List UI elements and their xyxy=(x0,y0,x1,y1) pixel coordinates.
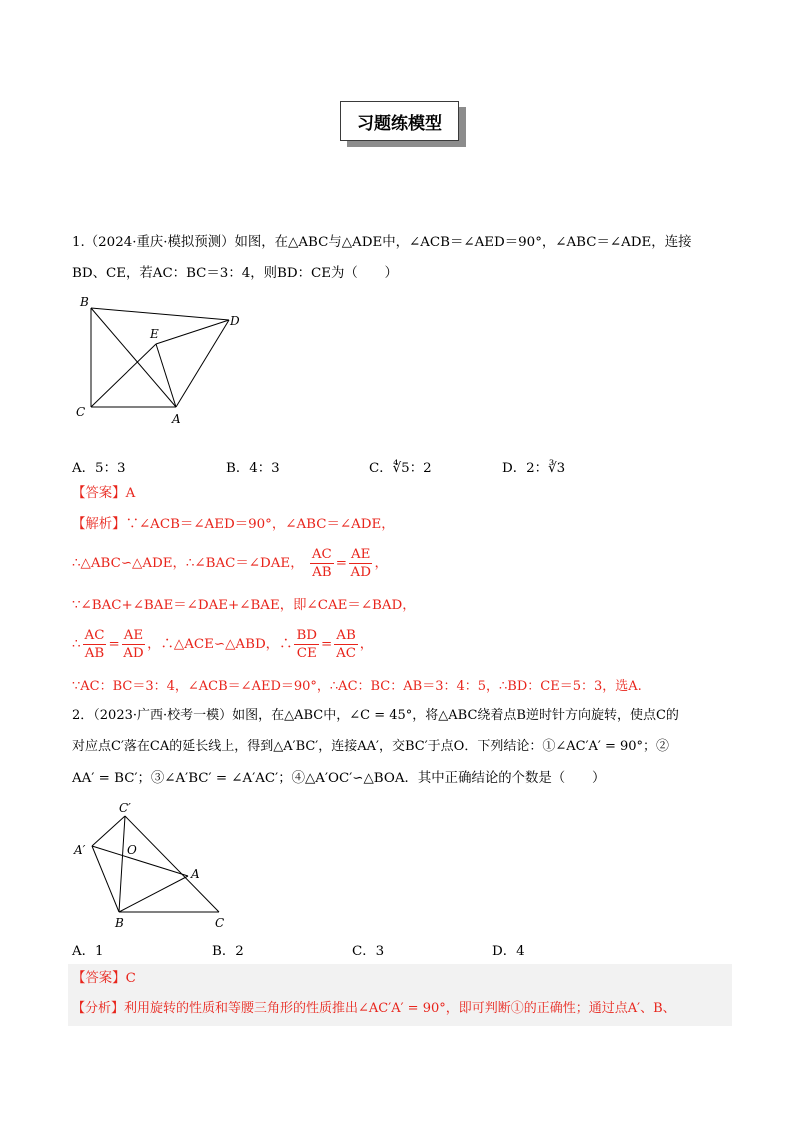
q2-label-o: O xyxy=(127,843,137,857)
q1-fraction-ab-ac xyxy=(334,627,358,662)
q2-seg-aprime-a xyxy=(92,846,188,876)
q1-fraction-ac-ab-2 xyxy=(83,627,107,662)
q1-analysis-tag: 【解析】 xyxy=(72,517,126,532)
q2-analysis-line1 xyxy=(72,1000,676,1018)
q2-analysis-text1: 利用旋转的性质和等腰三角形的性质推出∠AC′A′ = 90°，即可判断①的正确性；通过点A′、B、 xyxy=(124,1001,676,1016)
frac-num: AB xyxy=(336,628,356,643)
q1-analysis-line2 xyxy=(72,546,388,581)
q2-stem-line2: 对应点C′落在CA的延长线上，得到△A′BC′，连接AA′，交BC′于点O．下列结论：①∠AC′A′ = 90°；② xyxy=(72,739,670,754)
q1-fraction-bd-ce xyxy=(294,627,319,662)
q2-label-aprime: A′ xyxy=(74,843,86,857)
q2-label-cprime: C′ xyxy=(119,801,131,815)
q2-answer-value: C xyxy=(125,971,136,986)
q1-seg-ea xyxy=(156,344,176,407)
q2-seg-cprime-b xyxy=(119,816,125,912)
q1-answer-value: A xyxy=(125,486,136,501)
frac-den: CE xyxy=(296,646,317,661)
q1-label-b: B xyxy=(80,295,89,309)
q1-analysis-line4 xyxy=(72,627,373,662)
page-title xyxy=(340,101,459,141)
punct: ， xyxy=(359,637,374,652)
q1-seg-ed xyxy=(156,320,229,344)
frac-num: AE xyxy=(351,547,371,562)
q2-option-d: D．4 xyxy=(492,944,525,959)
frac-num: AE xyxy=(123,628,144,643)
q1-fraction-ae-ad xyxy=(349,546,372,581)
q1-analysis-line1 xyxy=(72,516,395,534)
equals-sign: = xyxy=(335,556,348,571)
q1-label-c: C xyxy=(76,405,86,419)
frac-num: AC xyxy=(84,628,105,643)
q2-seg-cprime-aprime xyxy=(92,816,125,846)
q1-option-b: B．4：3 xyxy=(226,461,280,476)
q2-answer-tag: 【答案】 xyxy=(72,971,126,986)
q2-analysis-tag: 【分析】 xyxy=(72,1001,125,1016)
q1-seg-bd xyxy=(91,308,229,320)
frac-den: AB xyxy=(84,646,105,661)
q2-stem-line3: AA′ = BC′；③∠A′BC′ = ∠A′AC′；④△A′OC′∽△BOA．其中正确结论的个数是（ ） xyxy=(72,771,606,786)
equals-sign: = xyxy=(108,637,120,652)
q1-analysis-line5: ∵AC：BC＝3：4，∠ACB＝∠AED＝90°，∴AC：BC：AB＝3：4：5，∴BD：CE＝5：3，选A. xyxy=(72,679,642,694)
q1-stem-line2: BD、CE，若AC：BC＝3：4，则BD：CE为（ ） xyxy=(72,266,398,281)
q1-label-a: A xyxy=(172,412,181,426)
q2-stem-line1: 2．（2023·广西·校考一模）如图，在△ABC中，∠C = 45°，将△ABC绕着点B逆时针方向旋转，使点C的 xyxy=(72,708,679,723)
q1-option-d: D．2：∛3 xyxy=(502,461,566,476)
q2-option-a: A．1 xyxy=(72,944,104,959)
q2-figure xyxy=(70,796,240,936)
q2-seg-b-a xyxy=(119,876,188,912)
q1-option-a: A．5：3 xyxy=(72,461,126,476)
q1-fraction-ae-ad-2 xyxy=(122,627,145,662)
q1-fraction-ac-ab xyxy=(310,546,334,581)
q1-label-e: E xyxy=(150,327,159,341)
q2-option-c: C．3 xyxy=(352,944,385,959)
frac-den: AD xyxy=(123,646,144,661)
q1-option-c: C．∜5：2 xyxy=(369,461,432,476)
q1-figure xyxy=(72,292,262,432)
q2-label-c: C xyxy=(215,916,225,930)
q1-seg-ce xyxy=(91,344,156,407)
q1-analysis-text4: ，∴△ACE∽△ABD，∴ xyxy=(147,637,293,652)
q1-label-d: D xyxy=(230,314,240,328)
q2-seg-aprime-b xyxy=(92,846,119,912)
q1-analysis-text2: ∴△ABC∽△ADE，∴∠BAC＝∠DAE， xyxy=(72,556,304,571)
q1-analysis-line3: ∵∠BAC+∠BAE＝∠DAE+∠BAE，即∠CAE＝∠BAD， xyxy=(72,598,416,613)
q2-label-a: A xyxy=(191,867,200,881)
frac-den: AC xyxy=(336,646,356,661)
q1-seg-ad xyxy=(176,320,229,407)
q2-label-b: B xyxy=(115,916,124,930)
punct: ， xyxy=(374,556,388,571)
q1-stem-line1: 1.（2024·重庆·模拟预测）如图，在△ABC与△ADE中，∠ACB＝∠AED＝90°，∠ABC＝∠ADE，连接 xyxy=(72,235,692,250)
therefore-sign: ∴ xyxy=(72,637,81,652)
q1-seg-ba xyxy=(91,308,176,407)
equals-sign: = xyxy=(321,637,333,652)
frac-den: AD xyxy=(350,565,371,580)
q2-option-b: B．2 xyxy=(212,944,244,959)
frac-num: BD xyxy=(296,628,318,643)
q2-answer xyxy=(72,970,136,988)
q1-answer-tag: 【答案】 xyxy=(72,486,126,501)
frac-den: AB xyxy=(312,565,332,580)
q1-answer xyxy=(72,485,135,503)
q2-seg-cprime-c xyxy=(125,816,219,912)
frac-num: AC xyxy=(311,547,332,562)
q1-analysis-text1: ∵∠ACB＝∠AED＝90°，∠ABC＝∠ADE， xyxy=(125,517,395,532)
page-title-text: 习题练模型 xyxy=(357,113,442,134)
